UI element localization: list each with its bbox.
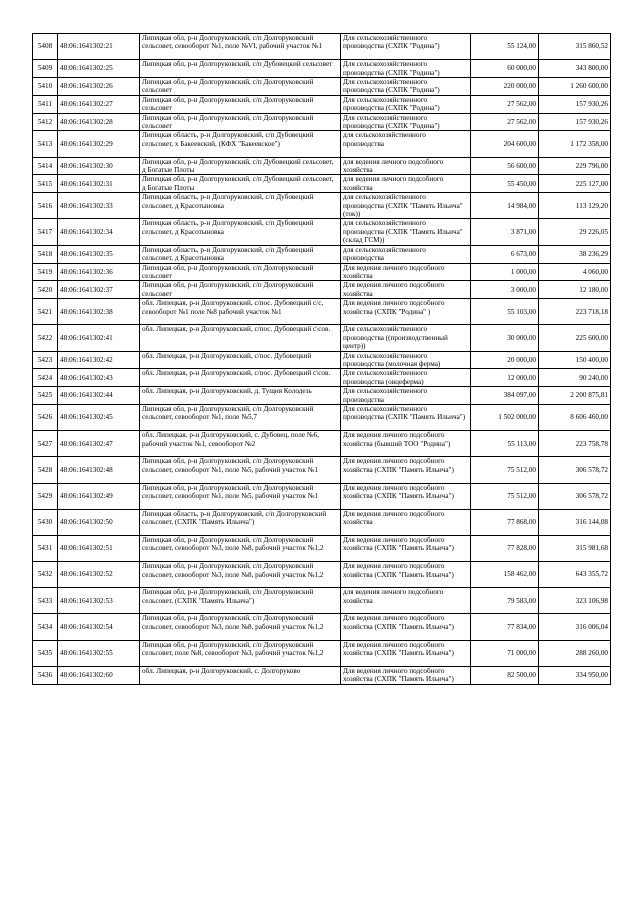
table-row	[33, 219, 611, 245]
table-row	[33, 245, 611, 263]
table-row	[33, 60, 611, 78]
cell-addr: обл. Липецкая, р-н Долгоруковский, с. Дубовец, поле №6, рабочий участок №1, севооборот №2	[140, 431, 341, 457]
cell-cost: 8 606 460,00	[539, 404, 611, 430]
cell-cad: 48:06:1641302:29	[58, 131, 140, 157]
cell-num: 5420	[33, 281, 58, 299]
cell-area: 20 000,00	[471, 351, 539, 369]
cell-addr: обл. Липецкая, р-н Долгоруковский, с/пос. Дубовецкий с/с, севооборот №1 поле №8 рабочий участок №1	[140, 299, 341, 325]
table-row	[33, 369, 611, 387]
cell-use: Для сельскохозяйственного производства (СХПК "Родина")	[341, 60, 471, 78]
cell-use: Для ведения личного подсобного хозяйства (СХПК "Память Ильича")	[341, 457, 471, 483]
cell-cost: 1 260 600,00	[539, 78, 611, 96]
cell-num: 5436	[33, 666, 58, 684]
cell-cost: 334 950,00	[539, 666, 611, 684]
cell-area: 75 512,00	[471, 457, 539, 483]
cell-num: 5434	[33, 614, 58, 640]
land-registry-sheet	[32, 33, 610, 685]
cell-area: 77 828,00	[471, 535, 539, 561]
cell-addr: обл. Липецкая, р-н Долгоруковский, с/пос. Дубовецкий с\сов.	[140, 325, 341, 351]
cell-addr: обл. Липецкая, р-н Долгоруковский, с. Долгоруково	[140, 666, 341, 684]
cell-num: 5410	[33, 78, 58, 96]
cell-area: 55 450,00	[471, 175, 539, 193]
cell-area: 60 000,00	[471, 60, 539, 78]
cell-area: 1 502 000,00	[471, 404, 539, 430]
cell-num: 5409	[33, 60, 58, 78]
cell-addr: Липецкая обл, р-н Долгоруковский, с/п Долгоруковский сельсовет, севооборот №3, поле №8, рабочий участок №1,2	[140, 614, 341, 640]
cell-cost: 315 981,68	[539, 535, 611, 561]
cell-area: 1 000,00	[471, 263, 539, 281]
cell-addr: Липецкая обл, р-н Долгоруковский, с/п Долгоруковский сельсовет, (СХПК "Память Ильича")	[140, 588, 341, 614]
cell-addr: Липецкая обл, р-н Долгоруковский, с/п Долгоруковский сельсовет	[140, 113, 341, 131]
table-row	[33, 157, 611, 175]
cell-num: 5412	[33, 113, 58, 131]
cell-num: 5430	[33, 509, 58, 535]
cell-cad: 48:06:1641302:25	[58, 60, 140, 78]
cell-area: 3 871,00	[471, 219, 539, 245]
cell-use: для сельскохозяйственного производства (СХПК "Память Ильича" (склад ГСМ))	[341, 219, 471, 245]
cell-cad: 48:06:1641302:55	[58, 640, 140, 666]
cell-area: 30 000,00	[471, 325, 539, 351]
cell-cad: 48:06:1641302:36	[58, 263, 140, 281]
cell-num: 5433	[33, 588, 58, 614]
cell-cad: 48:06:1641302:27	[58, 95, 140, 113]
cell-area: 77 834,00	[471, 614, 539, 640]
table-row	[33, 193, 611, 219]
cell-use: Для ведения личного подсобного хозяйства (бывший ТОО "Родина")	[341, 431, 471, 457]
cell-use: для сельскохозяйственного производства	[341, 245, 471, 263]
cell-cad: 48:06:1641302:45	[58, 404, 140, 430]
cell-num: 5413	[33, 131, 58, 157]
cell-area: 71 000,00	[471, 640, 539, 666]
cell-use: Для ведения личного подсобного хозяйства (СХПК "Родина" )	[341, 299, 471, 325]
cell-cad: 48:06:1641302:43	[58, 369, 140, 387]
cell-cad: 48:06:1641302:34	[58, 219, 140, 245]
cell-use: Для сельскохозяйственного производства (овцеферма)	[341, 369, 471, 387]
cell-addr: Липецкая обл, р-н Долгоруковский, с/п Долгоруковский сельсовет	[140, 95, 341, 113]
cell-cost: 113 129,20	[539, 193, 611, 219]
cell-cad: 48:06:1641302:21	[58, 34, 140, 60]
cell-cost: 2 200 875,81	[539, 387, 611, 405]
cell-cost: 306 578,72	[539, 457, 611, 483]
cell-num: 5415	[33, 175, 58, 193]
cell-cost: 38 236,29	[539, 245, 611, 263]
cell-cost: 315 860,52	[539, 34, 611, 60]
cell-use: Для сельскохозяйственного производства (СХПК "Родина")	[341, 34, 471, 60]
cell-addr: обл. Липецкая, р-н Долгоруковский, с/пос. Дубовецкий с\сов.	[140, 369, 341, 387]
table-row	[33, 614, 611, 640]
cell-cost: 157 930,26	[539, 113, 611, 131]
cell-cad: 48:06:1641302:41	[58, 325, 140, 351]
cell-cost: 12 180,00	[539, 281, 611, 299]
cell-area: 55 113,00	[471, 431, 539, 457]
cell-cad: 48:06:1641302:33	[58, 193, 140, 219]
cell-num: 5411	[33, 95, 58, 113]
table-row	[33, 34, 611, 60]
cell-cad: 48:06:1641302:53	[58, 588, 140, 614]
cell-num: 5425	[33, 387, 58, 405]
cell-addr: Липецкая обл, р-н Долгоруковский, с/п Долгоруковский сельсовет, севооборот №3, поле №8, рабочий участок №1,2	[140, 535, 341, 561]
table-row	[33, 263, 611, 281]
cell-area: 204 600,00	[471, 131, 539, 157]
cell-cad: 48:06:1641302:38	[58, 299, 140, 325]
cell-use: Для сельскохозяйственного производства (СХПК "Родина")	[341, 95, 471, 113]
table-row	[33, 95, 611, 113]
cell-use: Для ведения личного подсобного хозяйства (СХПК "Память Ильича")	[341, 562, 471, 588]
cell-use: для ведения личного подсобного хозяйства	[341, 588, 471, 614]
cell-cost: 306 578,72	[539, 483, 611, 509]
table-row	[33, 640, 611, 666]
cell-use: Для ведения личного подсобного хозяйства (СХПК "Память Ильича")	[341, 640, 471, 666]
cell-addr: Липецкая обл, р-н Долгоруковский, с/п Долгоруковский сельсовет, поле №8, севооборот №3, рабочий участок №1,2	[140, 640, 341, 666]
table-row	[33, 113, 611, 131]
cell-num: 5423	[33, 351, 58, 369]
table-row	[33, 351, 611, 369]
cell-area: 220 000,00	[471, 78, 539, 96]
cell-use: Для сельскохозяйственного производства (молочная ферма)	[341, 351, 471, 369]
cell-use: Для сельскохозяйственного производства	[341, 387, 471, 405]
cell-cad: 48:06:1641302:52	[58, 562, 140, 588]
cell-area: 82 500,00	[471, 666, 539, 684]
cell-cost: 643 355,72	[539, 562, 611, 588]
table-row	[33, 175, 611, 193]
cell-cost: 225 600,00	[539, 325, 611, 351]
cell-cost: 316 006,04	[539, 614, 611, 640]
cell-cost: 225 127,00	[539, 175, 611, 193]
cell-area: 75 512,00	[471, 483, 539, 509]
cell-cad: 48:06:1641302:54	[58, 614, 140, 640]
cell-num: 5422	[33, 325, 58, 351]
cell-use: Для сельскохозяйственного производства (СХПК "Родина")	[341, 113, 471, 131]
cell-cad: 48:06:1641302:50	[58, 509, 140, 535]
cell-area: 55 124,00	[471, 34, 539, 60]
cell-cad: 48:06:1641302:49	[58, 483, 140, 509]
cell-area: 384 097,00	[471, 387, 539, 405]
cell-addr: обл. Липецкая, р-н Долгоруковский, с/пос. Дубовецкий	[140, 351, 341, 369]
cell-addr: Липецкая обл, р-н Долгоруковский, с/п Дубовецкий сельсовет, д Богатые Плоты	[140, 175, 341, 193]
cell-addr: Липецкая обл, р-н Долгоруковский, с/п Долгоруковский сельсовет	[140, 281, 341, 299]
cell-addr: Липецкая обл, р-н Долгоруковский, с/п Долгоруковский сельсовет, севооборот №1, поле №VI, рабочий участок №1	[140, 34, 341, 60]
cell-num: 5431	[33, 535, 58, 561]
cell-area: 79 583,00	[471, 588, 539, 614]
cell-area: 77 868,00	[471, 509, 539, 535]
cell-area: 3 000,00	[471, 281, 539, 299]
cell-cad: 48:06:1641302:60	[58, 666, 140, 684]
cell-num: 5424	[33, 369, 58, 387]
cell-use: Для ведения личного подсобного хозяйства (СХПК "Память Ильича")	[341, 666, 471, 684]
cell-addr: Липецкая обл, р-н Долгоруковский, с/п Долгоруковский сельсовет	[140, 78, 341, 96]
table-row	[33, 509, 611, 535]
table-row	[33, 431, 611, 457]
cell-num: 5435	[33, 640, 58, 666]
table-row	[33, 483, 611, 509]
cell-use: Для сельскохозяйственного производства (СХПК "Память Ильича")	[341, 404, 471, 430]
cell-use: для сельскохозяйственного производства	[341, 131, 471, 157]
cell-use: для ведения личного подсобного хозяйства	[341, 175, 471, 193]
cell-cost: 288 260,00	[539, 640, 611, 666]
cell-area: 27 562,00	[471, 113, 539, 131]
cell-area: 55 103,00	[471, 299, 539, 325]
cell-num: 5432	[33, 562, 58, 588]
table-row	[33, 325, 611, 351]
table-row	[33, 404, 611, 430]
cell-num: 5429	[33, 483, 58, 509]
cell-addr: обл. Липецкая, р-н Долгоруковский, д. Тущня Колодезь	[140, 387, 341, 405]
cell-addr: Липецкая область, р-н Долгоруковский, с/п Дубовецкий сельсовет, д Красотыновка	[140, 219, 341, 245]
cell-num: 5426	[33, 404, 58, 430]
table-row	[33, 387, 611, 405]
cell-use: Для сельскохозяйственного производства ((производственный центр))	[341, 325, 471, 351]
cell-use: Для сельскохозяйственного производства (СХПК "Родина")	[341, 78, 471, 96]
table-row	[33, 562, 611, 588]
table-row	[33, 535, 611, 561]
cell-use: Для ведения личного подсобного хозяйства	[341, 281, 471, 299]
cell-addr: Липецкая область, р-н Долгоруковский, с/п Дубовецкий сельсовет, д Красотыновка	[140, 193, 341, 219]
cell-cost: 316 144,08	[539, 509, 611, 535]
cell-use: для ведения личного подсобного хозяйства	[341, 157, 471, 175]
table-row	[33, 299, 611, 325]
table-row	[33, 131, 611, 157]
cell-cad: 48:06:1641302:47	[58, 431, 140, 457]
cell-num: 5427	[33, 431, 58, 457]
cell-cad: 48:06:1641302:48	[58, 457, 140, 483]
cell-cad: 48:06:1641302:30	[58, 157, 140, 175]
cell-cad: 48:06:1641302:42	[58, 351, 140, 369]
cell-cost: 229 796,00	[539, 157, 611, 175]
cell-cost: 157 930,26	[539, 95, 611, 113]
cell-num: 5428	[33, 457, 58, 483]
cell-cost: 223 758,78	[539, 431, 611, 457]
cell-addr: Липецкая область, р-н Долгоруковский, с/п Долгоруковский сельсовет, (СХПК "Память Ильича")	[140, 509, 341, 535]
cell-use: Для ведения личного подсобного хозяйства (СХПК "Память Ильича")	[341, 535, 471, 561]
cell-cost: 90 240,00	[539, 369, 611, 387]
cell-cad: 48:06:1641302:28	[58, 113, 140, 131]
cell-cad: 48:06:1641302:26	[58, 78, 140, 96]
cell-cad: 48:06:1641302:51	[58, 535, 140, 561]
cell-addr: Липецкая обл, р-н Долгоруковский, с/п Долгоруковский сельсовет	[140, 263, 341, 281]
cell-cad: 48:06:1641302:31	[58, 175, 140, 193]
cell-num: 5418	[33, 245, 58, 263]
cell-area: 14 984,00	[471, 193, 539, 219]
cell-cost: 223 718,18	[539, 299, 611, 325]
cell-num: 5408	[33, 34, 58, 60]
cell-num: 5417	[33, 219, 58, 245]
cell-addr: Липецкая обл, р-н Долгоруковский, с/п Дубовецкий сельсовет	[140, 60, 341, 78]
table-row	[33, 457, 611, 483]
cell-cad: 48:06:1641302:44	[58, 387, 140, 405]
cell-addr: Липецкая обл, р-н Долгоруковский, с/п Долгоруковский сельсовет, севооборот №3, поле №8, рабочий участок №1,2	[140, 562, 341, 588]
cell-addr: Липецкая обл, р-н Долгоруковский, с/п Долгоруковский сельсовет, севооборот №1, поле №5, рабочий участок №1	[140, 483, 341, 509]
cell-use: для сельскохозяйственного производства (СХПК "Память Ильича" (ток))	[341, 193, 471, 219]
cell-use: Для ведения личного подсобного хозяйства	[341, 509, 471, 535]
cell-cost: 150 400,00	[539, 351, 611, 369]
cell-num: 5416	[33, 193, 58, 219]
cell-area: 27 562,00	[471, 95, 539, 113]
cell-area: 56 600,00	[471, 157, 539, 175]
cell-use: Для ведения личного подсобного хозяйства (СХПК "Память Ильича")	[341, 614, 471, 640]
cell-num: 5419	[33, 263, 58, 281]
cell-use: Для ведения личного подсобного хозяйства	[341, 263, 471, 281]
cell-area: 12 000,00	[471, 369, 539, 387]
cell-addr: Липецкая обл, р-н Долгоруковский, с/п Долгоруковский сельсовет, севооборот №1, поле №5,7	[140, 404, 341, 430]
land-plots-table	[32, 33, 611, 685]
cell-cost: 29 226,05	[539, 219, 611, 245]
cell-num: 5421	[33, 299, 58, 325]
table-body	[33, 34, 611, 685]
cell-area: 6 673,00	[471, 245, 539, 263]
table-row	[33, 588, 611, 614]
table-row	[33, 281, 611, 299]
cell-area: 158 462,00	[471, 562, 539, 588]
table-row	[33, 78, 611, 96]
cell-cad: 48:06:1641302:35	[58, 245, 140, 263]
cell-cost: 323 106,98	[539, 588, 611, 614]
cell-addr: Липецкая обл, р-н Долгоруковский, с/п Долгоруковский сельсовет, севооборот №1, поле №5, рабочий участок №1	[140, 457, 341, 483]
cell-num: 5414	[33, 157, 58, 175]
cell-addr: Липецкая область, р-н Долгоруковский, с/п Дубовецкий сельсовет, х Бакеевский, (КФХ "Бакеевское")	[140, 131, 341, 157]
cell-addr: Липецкая обл, р-н Долгоруковский, с/п Дубовецкий сельсовет, д Богатые Плоты	[140, 157, 341, 175]
cell-cad: 48:06:1641302:37	[58, 281, 140, 299]
cell-cost: 1 172 358,00	[539, 131, 611, 157]
cell-use: Для ведения личного подсобного хозяйства (СХПК "Память Ильича")	[341, 483, 471, 509]
cell-cost: 343 800,00	[539, 60, 611, 78]
cell-cost: 4 060,00	[539, 263, 611, 281]
cell-addr: Липецкая область, р-н Долгоруковский, с/п Дубовецкий сельсовет, д Красотыновка	[140, 245, 341, 263]
table-row	[33, 666, 611, 684]
